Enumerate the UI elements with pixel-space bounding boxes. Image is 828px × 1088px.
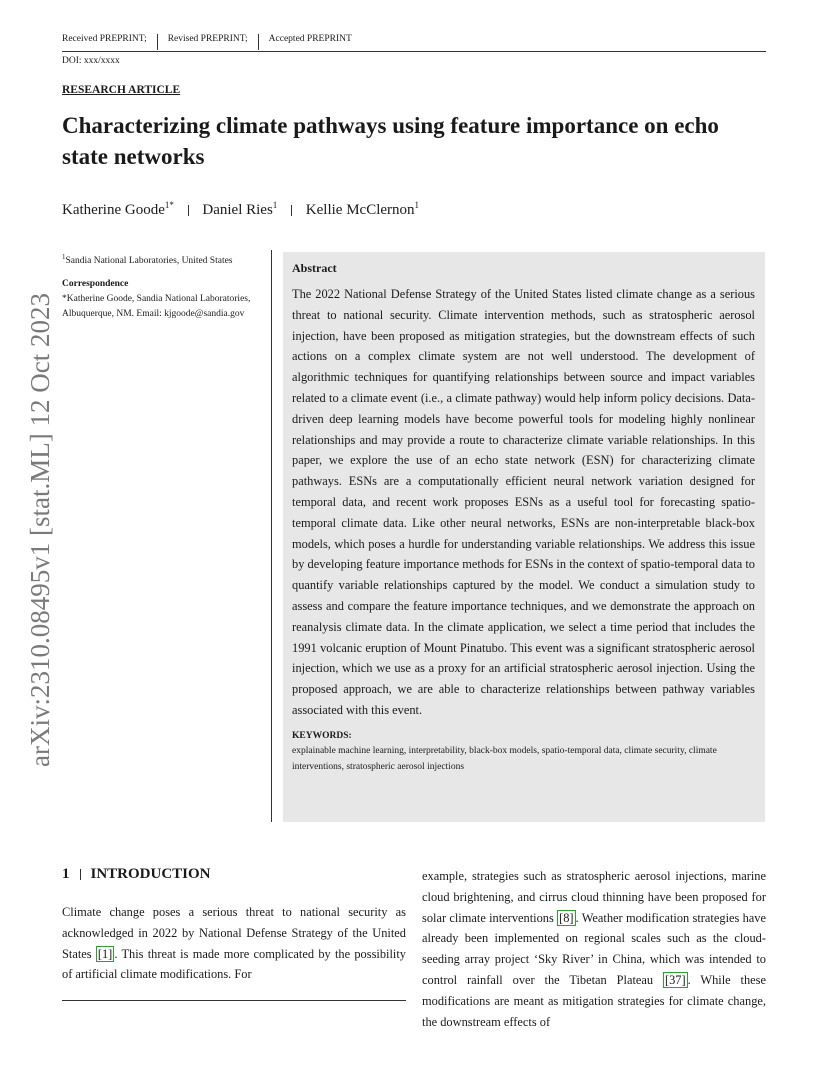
paper-title: Characterizing climate pathways using feature importance on echo state networks: [62, 113, 719, 169]
abstract-title: Abstract: [292, 261, 337, 275]
header-rule: [62, 51, 766, 52]
body-column-right: [422, 866, 766, 1032]
revised-status: Revised PREPRINT;: [168, 34, 259, 50]
body-text: example, strategies such as stratospheric aerosol injections, marine cloud brightening, and cirrus cloud thinning have been proposed for solar climate interventions: [422, 869, 766, 925]
body-text: . While these modifications are meant as mitigation strategies for climate change, the downstream effects of: [422, 972, 766, 1029]
sidebar: [62, 250, 270, 322]
affiliation: [62, 250, 270, 269]
author-name: Daniel Ries: [202, 202, 273, 218]
author-separator: [291, 205, 292, 216]
keywords-title: KEYWORDS:: [292, 730, 352, 741]
article-type: RESEARCH ARTICLE: [62, 84, 181, 96]
author-affiliation-mark: 1: [272, 200, 278, 210]
citation-link[interactable]: [8]: [559, 910, 574, 925]
affiliation-mark: 1: [62, 253, 66, 261]
sidebar-divider: [271, 250, 272, 822]
footnote-rule: [62, 1000, 406, 1001]
body-text: . Weather modification strategies have already been implemented on regional scales such as the cloud-seeding array project ‘Sky River’ in China, which was intended to control rainfall over the Tibetan Plateau: [422, 910, 766, 987]
body-text: . This threat is made more complicated by the possibility of artificial climate modifications. For: [62, 946, 406, 982]
author-separator: [188, 205, 189, 216]
citation-link[interactable]: [37]: [664, 972, 686, 987]
publication-status-bar: [62, 34, 766, 52]
accepted-status: Accepted PREPRINT: [268, 34, 352, 44]
section-title: INTRODUCTION: [90, 866, 211, 882]
citation-link[interactable]: [1]: [97, 946, 113, 961]
arxiv-stamp: arXiv:2310.08495v1 [stat.ML] 12 Oct 2023: [25, 293, 55, 767]
author-name: Kellie McClernon: [305, 202, 415, 218]
body-column-left: [62, 902, 406, 985]
section-separator: [80, 869, 81, 880]
section-heading: [62, 866, 211, 883]
author-affiliation-mark: 1*: [164, 200, 174, 210]
author-affiliation-mark: 1: [414, 200, 420, 210]
abstract-box: [283, 252, 765, 822]
received-status: Received PREPRINT;: [62, 34, 158, 50]
doi: DOI: xxx/xxxx: [62, 56, 120, 66]
author-list: [62, 200, 419, 219]
correspondence-title: Correspondence: [62, 279, 129, 290]
keywords-text: explainable machine learning, interpretability, black-box models, spatio-temporal data, climate security, climate interventions, stratospheric aerosol injections: [292, 745, 717, 773]
affiliation-text: Sandia National Laboratories, United States: [65, 256, 233, 267]
body-text: Climate change poses a serious threat to national security as acknowledged in 2022 by National Defense Strategy of the United States: [62, 905, 406, 961]
correspondence-text: *Katherine Goode, Sandia National Laboratories, Albuquerque, NM. Email: kjgoode@sandia.gov: [62, 294, 251, 320]
author-name: Katherine Goode: [62, 202, 165, 218]
section-number: 1: [62, 866, 70, 882]
abstract-text: The 2022 National Defense Strategy of the United States listed climate change as a serious threat to national security. Climate intervention methods, such as stratospheric aerosol injection, have been proposed as mitigation strategies, but the downstream effects of such actions on a complex climate system are not well understood. The development of algorithmic techniques for quantifying relationships between source and impact variables related to a climate event (i.e., a climate pathway) would help inform policy decisions. Data-driven deep learning models have become powerful tools for modeling highly nonlinear relationships and may provide a route to characterize climate variable relationships. In this paper, we explore the use of an echo state network (ESN) for characterizing climate pathways. ESNs are a computationally efficient neural network variation designed for temporal data, and recent work proposes ESNs as a useful tool for forecasting spatio-temporal climate data. Like other neural networks, ESNs are non-interpretable black-box models, which poses a hurdle for understanding variable relationships. We address this issue by developing feature importance methods for ESNs in the context of spatio-temporal data to quantify variable relationships captured by the model. We conduct a simulation study to assess and compare the feature importance techniques, and we demonstrate the approach on reanalysis climate data. In the climate application, we select a time period that includes the 1991 volcanic eruption of Mount Pinatubo. This event was a significant stratospheric aerosol injection, which we use as a proxy for an artificial stratospheric aerosol injection. Using the proposed approach, we are able to characterize relationships between pathway variables associated with this event.: [292, 287, 755, 717]
